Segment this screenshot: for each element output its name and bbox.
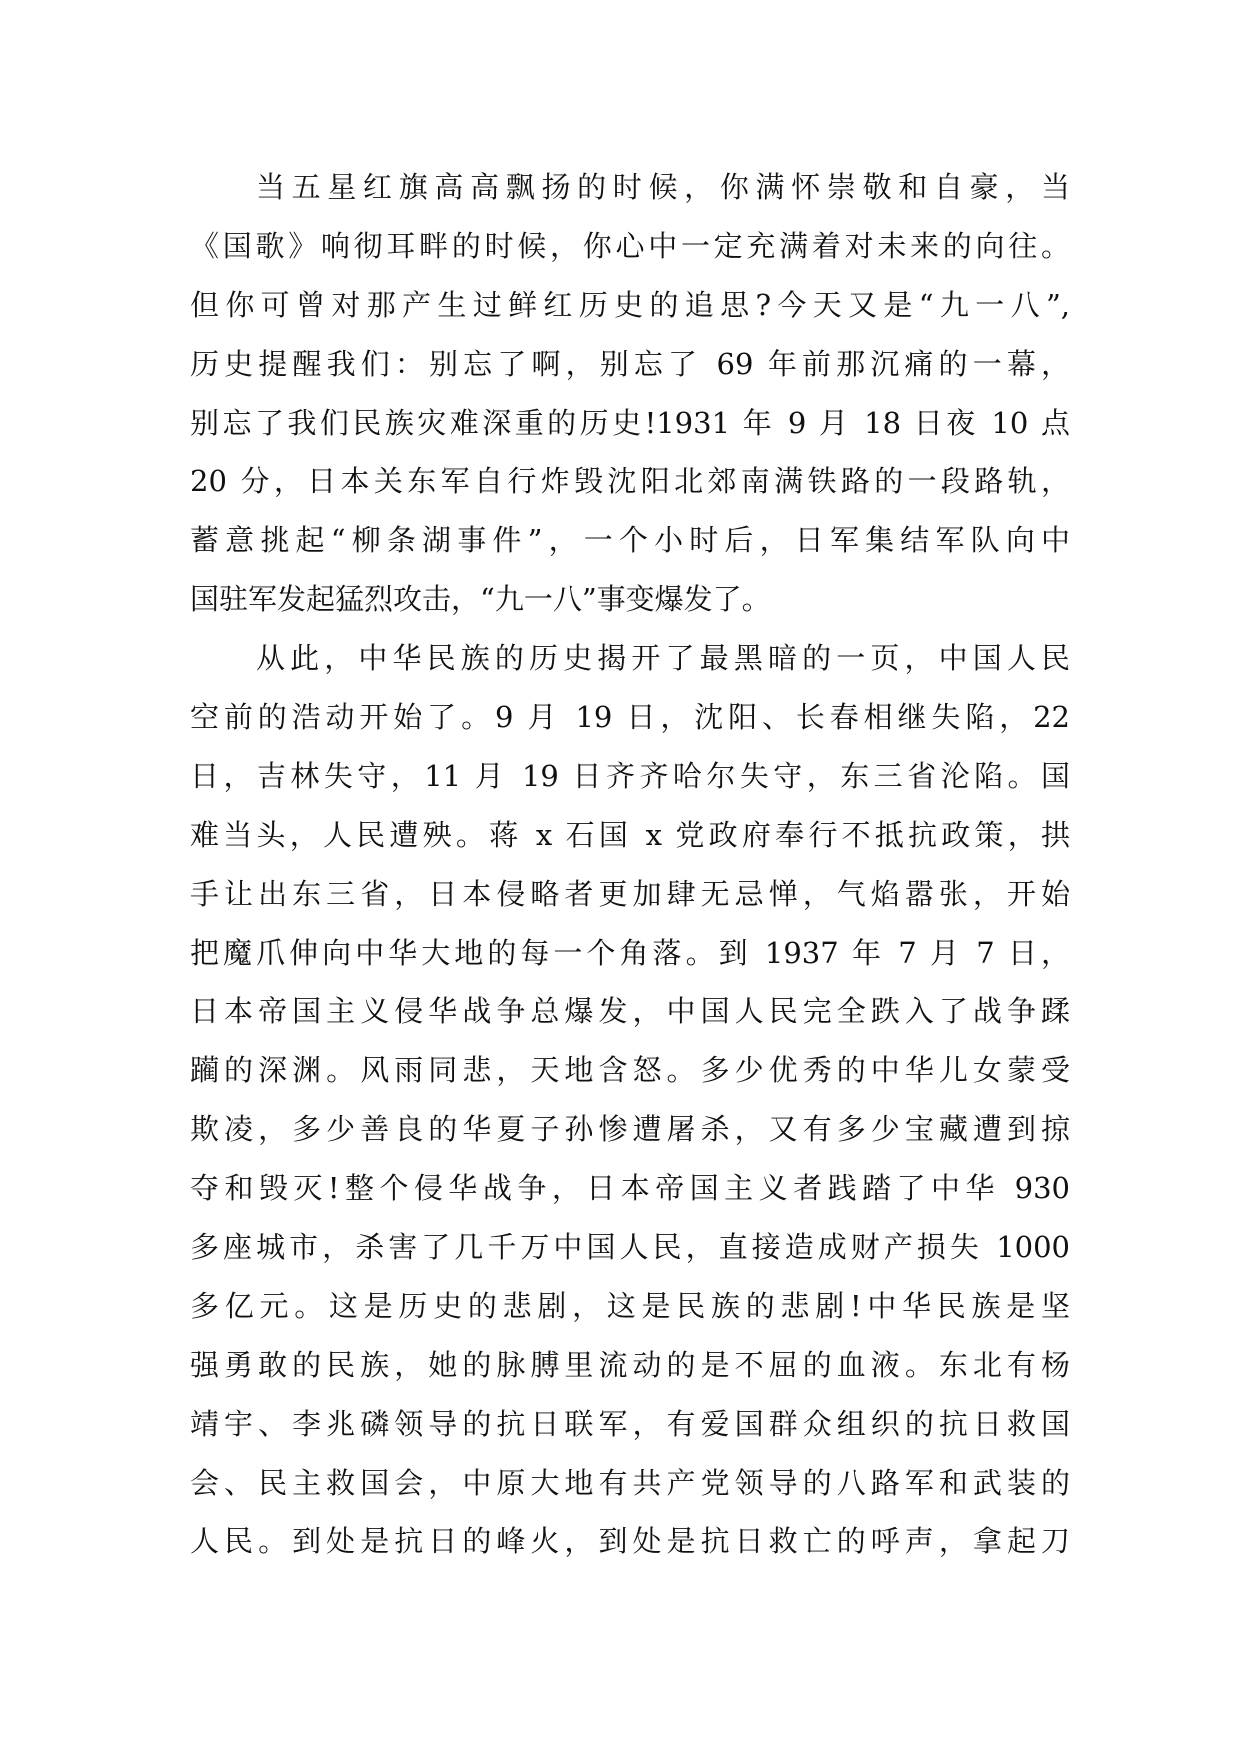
text-line: 当五星红旗高高飘扬的时候，你满怀崇敬和自豪，当 (256, 170, 1070, 204)
text-line: 欺凌，多少善良的华夏子孙惨遭屠杀，又有多少宝藏遭到掠 (190, 1112, 1070, 1147)
text-line: 《国歌》响彻耳畔的时候，你心中一定充满着对未来的向往。 (190, 228, 1070, 263)
text-line: 夺和毁灭!整个侵华战争，日本帝国主义者践踏了中华 930 (190, 1171, 1070, 1206)
text-line: 会、民主救国会，中原大地有共产党领导的八路军和武装的 (190, 1465, 1070, 1500)
text-line: 历史提醒我们：别忘了啊，别忘了 69 年前那沉痛的一幕， (190, 346, 1070, 381)
text-line: 靖宇、李兆磷领导的抗日联军，有爱国群众组织的抗日救国 (190, 1406, 1070, 1441)
text-line: 别忘了我们民族灾难深重的历史!1931 年 9 月 18 日夜 10 点 (190, 405, 1070, 440)
text-line: 多亿元。这是历史的悲剧，这是民族的悲剧!中华民族是坚 (190, 1288, 1070, 1323)
text-line: 日本帝国主义侵华战争总爆发，中国人民完全跌入了战争蹂 (190, 994, 1070, 1029)
text-line: 把魔爪伸向中华大地的每一个角落。到 1937 年 7 月 7 日， (190, 935, 1070, 970)
text-line: 但你可曾对那产生过鲜红历史的追思?今天又是“九一八”, (190, 287, 1070, 322)
paragraph-1 (190, 158, 1070, 629)
text-line: 手让出东三省，日本侵略者更加肆无忌惮，气焰嚣张，开始 (190, 876, 1070, 911)
body-text (190, 158, 1070, 1571)
text-line: 难当头，人民遭殃。蒋 x 石国 x 党政府奉行不抵抗政策，拱 (190, 817, 1070, 852)
text-line: 空前的浩动开始了。9 月 19 日，沈阳、长春相继失陷，22 (190, 700, 1070, 735)
text-line: 20 分，日本关东军自行炸毁沈阳北郊南满铁路的一段路轨， (190, 464, 1070, 499)
paragraph-2 (190, 629, 1070, 1571)
text-line: 蓄意挑起“柳条湖事件”，一个小时后，日军集结军队向中 (190, 523, 1070, 558)
text-line: 日，吉林失守，11 月 19 日齐齐哈尔失守，东三省沦陷。国 (190, 758, 1070, 793)
text-line: 躏的深渊。风雨同悲，天地含怒。多少优秀的中华儿女蒙受 (190, 1053, 1070, 1088)
text-line: 从此，中华民族的历史揭开了最黑暗的一页，中国人民 (256, 641, 1070, 676)
text-line: 国驻军发起猛烈攻击，“九一八”事变爆发了。 (190, 582, 771, 617)
text-line: 强勇敢的民族，她的脉膊里流动的是不屈的血液。东北有杨 (190, 1347, 1070, 1382)
text-line: 多座城市，杀害了几千万中国人民，直接造成财产损失 1000 (190, 1230, 1070, 1265)
text-line: 人民。到处是抗日的峰火，到处是抗日救亡的呼声，拿起刀 (190, 1524, 1070, 1559)
